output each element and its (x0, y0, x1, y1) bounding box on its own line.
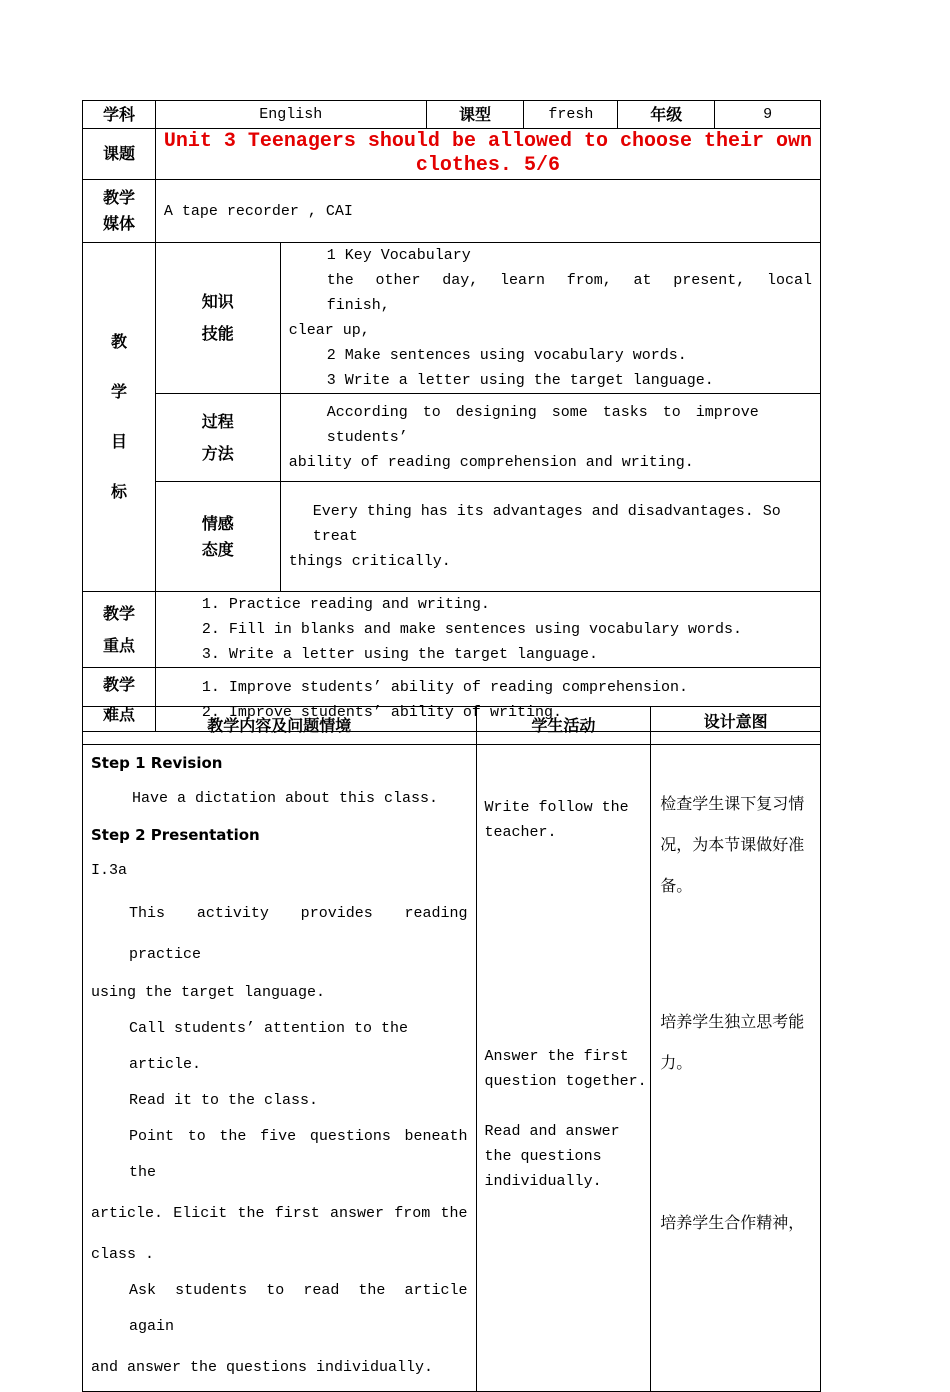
knowledge-label-line1: 知识 (201, 292, 234, 311)
knowledge-line1: 1 Key Vocabulary (326, 247, 471, 264)
step1-heading: Step 1 Revision (91, 754, 223, 772)
difficulty-item: 1. Improve students’ ability of reading comprehension. (201, 678, 688, 696)
topic-title-line2: clothes. 5/6 (415, 154, 560, 177)
topic-label: 课题 (83, 129, 156, 180)
subject-value: English (155, 101, 426, 129)
type-value: fresh (524, 101, 618, 129)
lesson-plan-table (82, 100, 830, 732)
knowledge-label-line2: 技能 (201, 324, 234, 343)
difficulty-item: 2. Improve students’ ability of writing. (201, 703, 562, 721)
activity-2-line1: Answer the first (484, 1048, 629, 1065)
media-label-line1: 教学 (102, 188, 135, 207)
paragraph-4a: Point to the five questions beneath the (129, 1128, 468, 1181)
topic-title-line1: Unit 3 Teenagers should be allowed to choose their own (163, 130, 812, 153)
emotion-line2: things critically. (288, 553, 451, 570)
type-label: 课型 (426, 101, 524, 129)
key-point-item: 1. Practice reading and writing. (201, 596, 490, 613)
activity-header: 学生活动 (476, 707, 651, 745)
key-point-item: 3. Write a letter using the target language. (201, 646, 598, 663)
grade-label: 年级 (618, 101, 715, 129)
activity-1-line2: teacher. (484, 824, 557, 841)
step1-text: Have a dictation about this class. (132, 790, 439, 807)
intent-header: 设计意图 (651, 707, 821, 745)
subject-label: 学科 (83, 101, 156, 129)
difficulties-label-line2: 难点 (102, 704, 135, 724)
objective-label-char4: 标 (110, 482, 127, 501)
emotion-label-line2: 态度 (201, 539, 234, 559)
objective-label-char2: 学 (110, 382, 127, 401)
media-label-line2: 媒体 (102, 214, 135, 233)
objective-process-row (83, 394, 821, 482)
activity-2-line2: question together. (484, 1073, 647, 1090)
knowledge-line3: clear up, (288, 322, 370, 339)
key-points-label-line1: 教学 (102, 603, 135, 623)
paragraph-5a: Ask students to read the article again (129, 1282, 468, 1335)
emotion-line1: Every thing has its advantages and disadvantages. So treat (312, 503, 790, 545)
emotion-label-line1: 情感 (201, 513, 234, 533)
paragraph-3: Read it to the class. (129, 1092, 319, 1109)
key-points-row (83, 592, 821, 668)
difficulties-label-line1: 教学 (102, 674, 135, 694)
grade-value: 9 (715, 101, 821, 129)
process-label-line2: 方法 (201, 443, 234, 463)
intent-1-line1: 检查学生课下复习情 (660, 794, 805, 813)
teaching-process-table (82, 706, 821, 1392)
activity-1-line1: Write follow the (484, 799, 629, 816)
paragraph-1a: This activity provides reading practice (129, 905, 468, 963)
objective-label-char3: 目 (110, 432, 127, 451)
activity-3-line1: Read and answer (484, 1123, 620, 1140)
intent-1-line2: 况，为本节课做好准 (660, 835, 805, 854)
intent-2-line2: 力。 (660, 1053, 693, 1072)
paragraph-1b: using the target language. (91, 984, 326, 1001)
key-point-item: 2. Fill in blanks and make sentences using vocabulary words. (201, 621, 742, 638)
paragraph-2: Call students’ attention to the article. (129, 1020, 409, 1073)
activity-3-line2: the questions (484, 1148, 602, 1165)
objective-emotion-row (83, 482, 821, 592)
media-row (83, 180, 821, 243)
intent-3-line1: 培养学生合作精神， (660, 1213, 805, 1232)
process-header-row (83, 707, 821, 745)
process-body-row (83, 745, 821, 1392)
objective-label-char1: 教 (110, 332, 127, 351)
knowledge-line4: 2 Make sentences using vocabulary words. (326, 347, 687, 364)
paragraph-5b: and answer the questions individually. (91, 1359, 434, 1376)
key-points-label-line2: 重点 (102, 635, 135, 655)
process-line1: According to designing some tasks to improve students’ (326, 404, 774, 446)
objective-knowledge-row (83, 243, 821, 394)
intent-2-line1: 培养学生独立思考能 (660, 1012, 805, 1031)
knowledge-line2: the other day, learn from, at present, local finish, (326, 272, 830, 314)
step2-heading: Step 2 Presentation (91, 826, 260, 844)
process-label-line1: 过程 (201, 411, 234, 431)
process-line2: ability of reading comprehension and writing. (288, 454, 694, 471)
header-row (83, 101, 821, 129)
knowledge-line5: 3 Write a letter using the target language. (326, 372, 714, 389)
paragraph-4c: class . (91, 1246, 155, 1263)
activity-3-line3: individually. (484, 1173, 602, 1190)
section-label: I.3a (91, 862, 128, 879)
topic-row (83, 129, 821, 180)
intent-1-line3: 备。 (660, 876, 693, 895)
content-header: 教学内容及问题情境 (83, 707, 477, 745)
paragraph-4b: article. Elicit the first answer from the (91, 1205, 468, 1222)
media-value: A tape recorder , CAI (155, 180, 820, 243)
